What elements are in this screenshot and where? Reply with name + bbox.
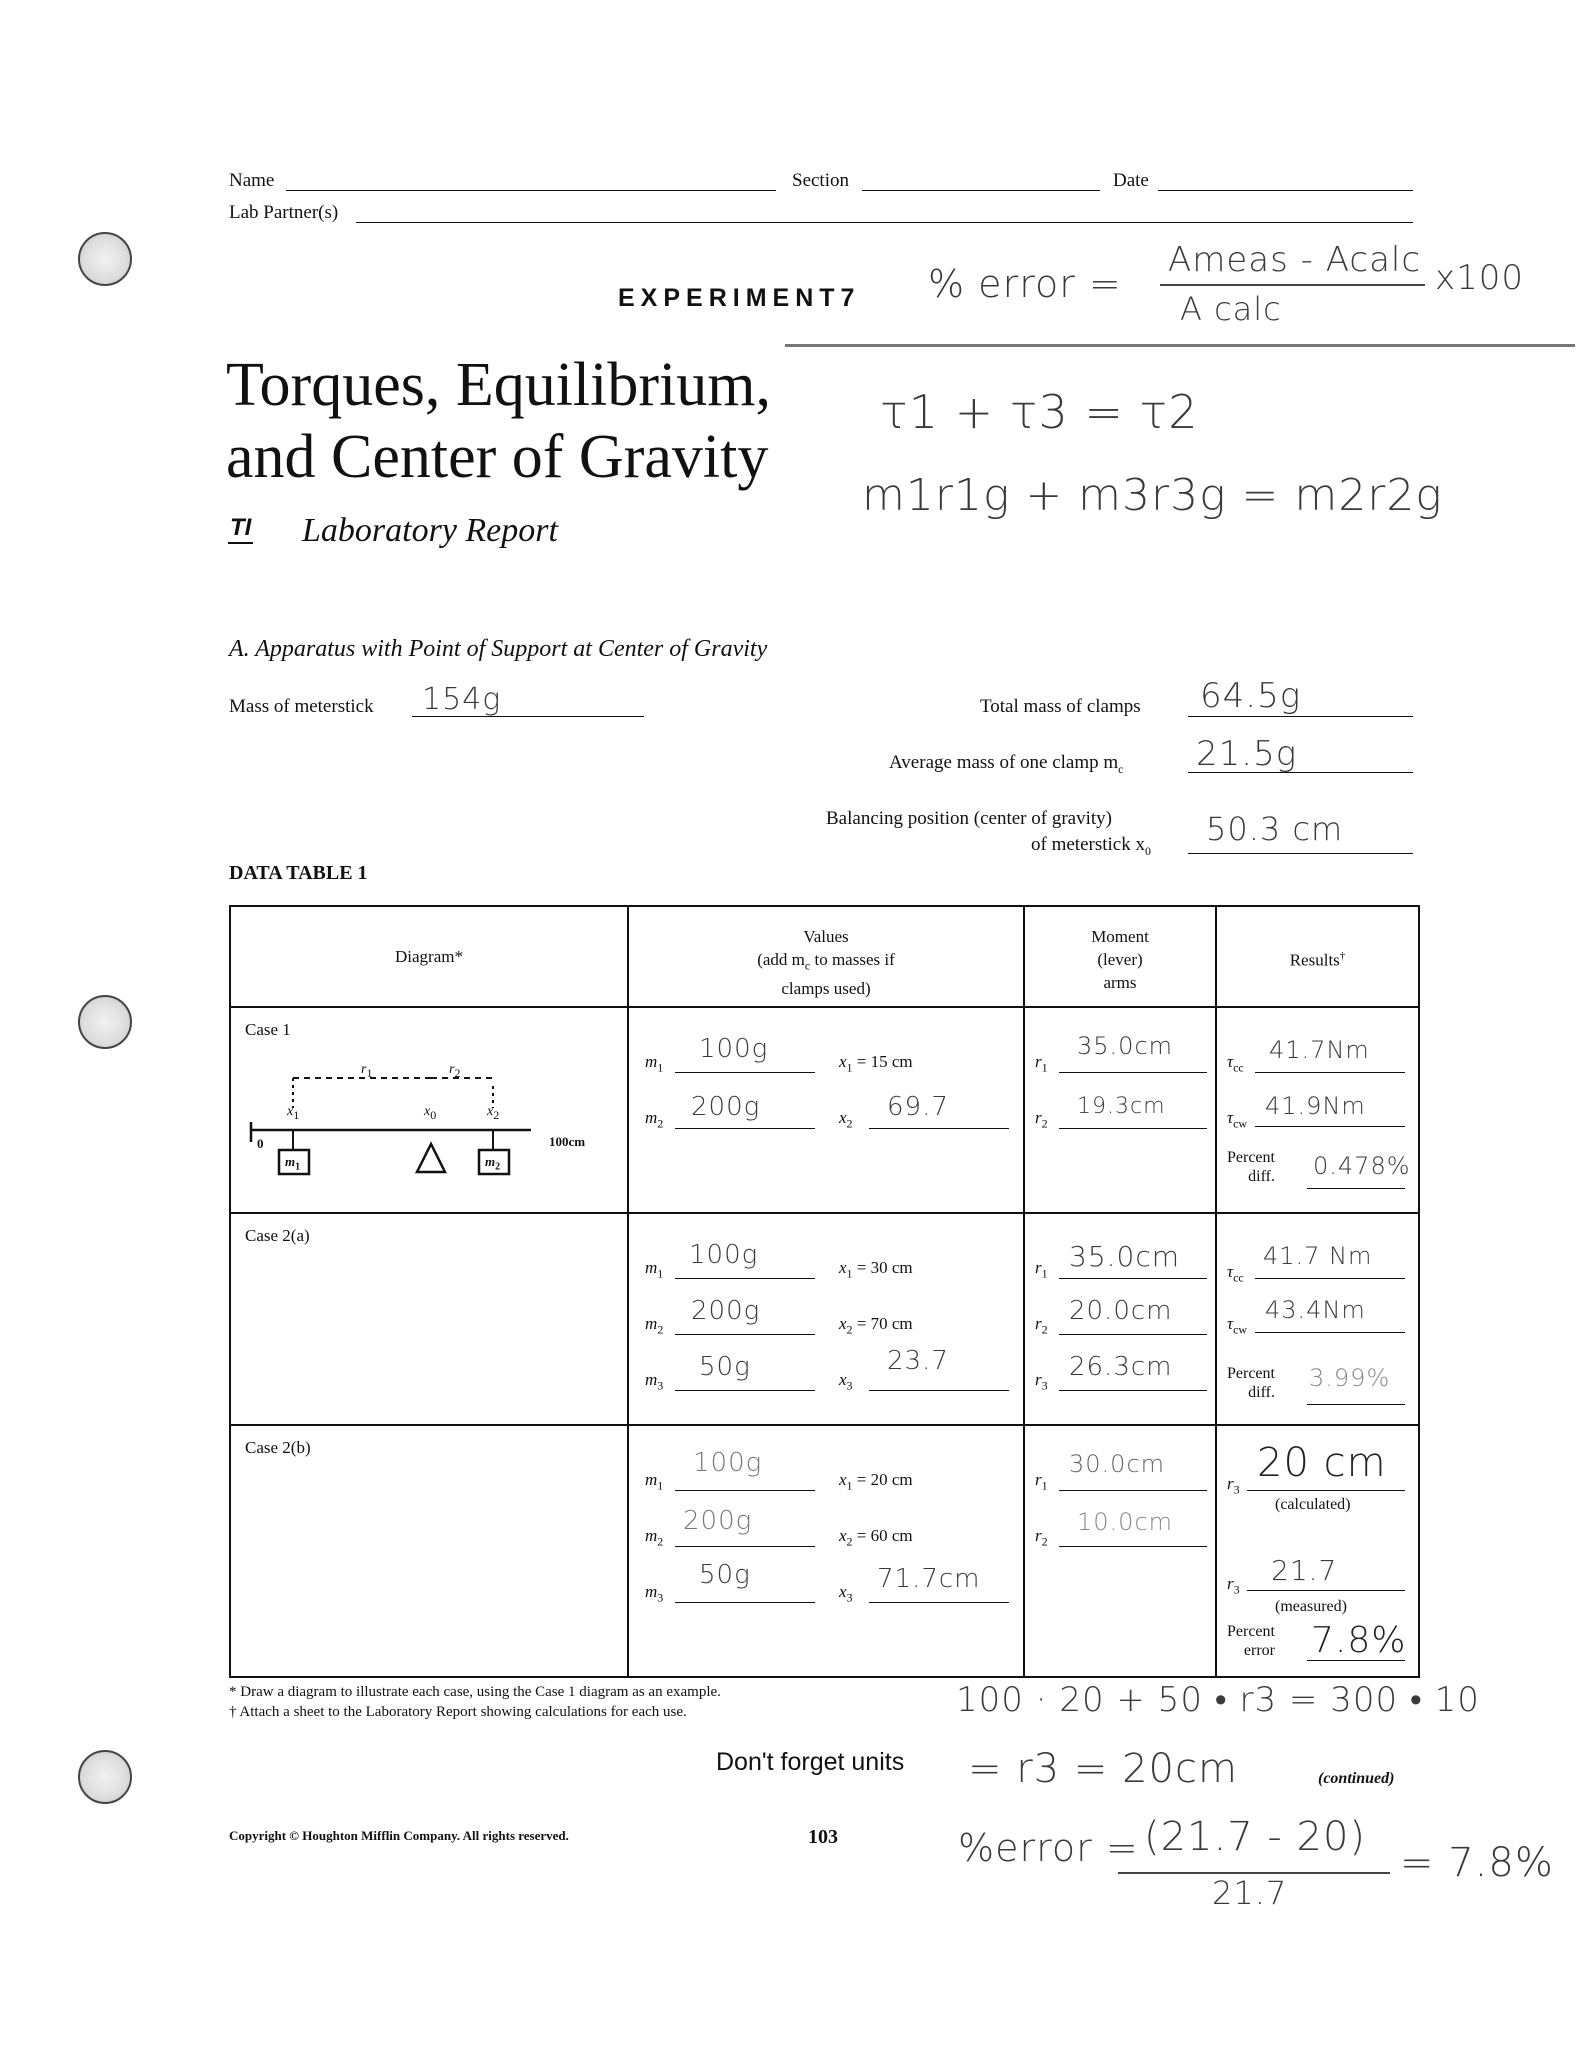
diagram-x2-sub: 2	[493, 1107, 500, 1122]
header-values-2b-text: to masses if	[810, 950, 895, 969]
section-a-letter: A.	[229, 636, 250, 662]
case1-m2-value: 200g	[691, 1092, 761, 1122]
case1-x2-field[interactable]	[869, 1128, 1009, 1129]
date-field[interactable]	[1158, 190, 1413, 191]
page-number: 103	[808, 1826, 838, 1848]
section-a-title: Apparatus with Point of Support at Center of Gravity	[255, 636, 768, 662]
case1-r1-label: $r_1$	[1035, 1052, 1048, 1075]
case2b-m2-value: 200g	[683, 1506, 753, 1536]
case2b-m1-field[interactable]	[675, 1490, 815, 1491]
lab-partners-label: Lab Partner(s)	[229, 202, 339, 223]
mass-meterstick-value: 154g	[422, 682, 502, 717]
diagram-m1-label	[285, 1154, 300, 1173]
case2a-label: Case 2(a)	[245, 1226, 310, 1245]
case1-tau-cc-field[interactable]	[1255, 1072, 1405, 1073]
case2a-tau-cw-value: 43.4Nm	[1265, 1296, 1366, 1324]
header-values-2	[629, 948, 1023, 977]
diagram-r2-label	[449, 1062, 460, 1081]
case2b-calculated-label: (calculated)	[1275, 1496, 1351, 1513]
case2a-m2-label: $m_2$	[645, 1314, 664, 1337]
diagram-x0-sub: 0	[430, 1107, 437, 1122]
case2b-r3-meas-field[interactable]	[1247, 1590, 1405, 1591]
diagram-m1-sub: 1	[295, 1161, 301, 1173]
diagram-x2-text: x	[487, 1104, 494, 1119]
header-values-2-sub: c	[804, 958, 811, 973]
case2a-x1: $x_1 = 30$ cm	[839, 1258, 913, 1281]
case1-percent-diff-value: 0.478%	[1313, 1152, 1411, 1180]
case2a-r2-value: 20.0cm	[1069, 1296, 1173, 1326]
case2b-r3-calc-label: $r_3$	[1227, 1474, 1240, 1497]
total-mass-clamps-label: Total mass of clamps	[980, 696, 1141, 717]
lab-report-subtitle: Laboratory Report	[302, 512, 558, 549]
binder-hole-bottom	[78, 1750, 132, 1804]
case1-tau-cc-label: $\tau_{cc}$	[1227, 1052, 1244, 1075]
case2a-x2-value: = 70 cm	[856, 1314, 913, 1333]
case2a-x3-label: $x_3$	[839, 1370, 853, 1393]
header-diagram-cell	[230, 906, 628, 1007]
header-results-mark: †	[1339, 950, 1346, 962]
case2b-x3-label: $x_3$	[839, 1582, 853, 1605]
header-values-2-text: (add m	[757, 950, 805, 969]
case2b-diagram-cell	[230, 1425, 628, 1677]
balancing-label-2-text: of meterstick x	[1031, 834, 1145, 855]
hw-error-num: (21.7 - 20)	[1144, 1814, 1367, 1860]
header-results-text: Results	[1289, 950, 1340, 970]
case2a-r3-value: 26.3cm	[1069, 1352, 1173, 1382]
case2b-r1-field[interactable]	[1059, 1490, 1207, 1491]
avg-mass-clamp-text: Average mass of one clamp m	[889, 752, 1119, 773]
case2a-x1-value: = 30 cm	[856, 1258, 913, 1277]
header-moment-1: Moment	[1091, 927, 1149, 946]
case1-percent-diff-label-2: diff.	[1248, 1168, 1275, 1185]
case1-percent-diff-label-1: Percent	[1227, 1149, 1275, 1166]
title-line-1: Torques, Equilibrium,	[226, 351, 771, 419]
case2b-r2-value: 10.0cm	[1077, 1508, 1174, 1536]
case2a-r1-label: $r_1$	[1035, 1258, 1048, 1281]
date-label: Date	[1113, 170, 1149, 191]
case2a-tau-cc-value: 41.7 Nm	[1263, 1242, 1373, 1270]
case2b-x1-value: = 20 cm	[856, 1470, 913, 1489]
case2a-r3-label: $r_3$	[1035, 1370, 1048, 1393]
case1-diagram-cell	[230, 1007, 628, 1213]
hw-underline-stroke	[785, 344, 1575, 347]
case2b-x3-value: 71.7cm	[877, 1564, 981, 1594]
diagram-zero-label: 0	[257, 1136, 264, 1151]
case2a-percent-diff-label	[1227, 1364, 1275, 1402]
header-values-3: clamps used)	[781, 979, 871, 999]
binder-hole-middle	[78, 995, 132, 1049]
diagram-x0-text: x	[424, 1104, 431, 1119]
case2a-x3-field[interactable]	[869, 1390, 1009, 1391]
diagram-x0-label	[424, 1104, 436, 1123]
case1-diagram	[231, 1048, 627, 1198]
hw-percent-error-label: % error =	[928, 262, 1122, 306]
hw-error-lhs: %error =	[958, 1826, 1139, 1870]
case1-r2-label: $r_2$	[1035, 1108, 1048, 1131]
case2a-tau-cc-field[interactable]	[1255, 1278, 1405, 1279]
case1-percent-diff-label	[1227, 1148, 1275, 1186]
experiment-label: EXPERIMENT7	[618, 284, 861, 312]
hw-error-den: 21.7	[1212, 1874, 1288, 1912]
hw-times-100: x100	[1435, 258, 1525, 298]
hw-mass-equation: m1r1g + m3r3g = m2r2g	[862, 470, 1443, 521]
binder-hole-top	[78, 232, 132, 286]
case2b-r3-calc-value: 20 cm	[1257, 1440, 1387, 1486]
case1-percent-diff-field[interactable]	[1307, 1188, 1405, 1189]
data-table-title: DATA TABLE 1	[229, 862, 368, 884]
diagram-m2-label	[485, 1154, 500, 1173]
hw-error-denominator: A calc	[1180, 290, 1282, 328]
case2a-r1-value: 35.0cm	[1069, 1240, 1181, 1273]
copyright: Copyright © Houghton Mifflin Company. All rights reserved.	[229, 1828, 569, 1843]
diagram-x1-sub: 1	[293, 1107, 300, 1122]
balancing-sub: 0	[1144, 843, 1151, 858]
case2b-moment-cell	[1024, 1425, 1216, 1677]
case1-values-cell	[628, 1007, 1024, 1213]
case2b-m3-label: $m_3$	[645, 1582, 664, 1605]
case2a-tau-cw-field[interactable]	[1255, 1332, 1405, 1333]
case2a-r1-field[interactable]	[1059, 1278, 1207, 1279]
case1-r1-field[interactable]	[1059, 1072, 1207, 1073]
case2a-m3-field[interactable]	[675, 1390, 815, 1391]
hw-calc-line-1: 100 · 20 + 50 • r3 = 300 • 10	[956, 1680, 1480, 1720]
case1-tau-cw-label: $\tau_{cw}$	[1227, 1108, 1248, 1131]
ti-icon	[228, 514, 253, 544]
hw-fraction-bar	[1160, 284, 1425, 286]
case2a-results-cell	[1216, 1213, 1419, 1425]
avg-mass-clamp-label	[889, 752, 1123, 777]
diagram-fulcrum	[417, 1144, 445, 1172]
case2a-tau-cw-label: $\tau_{cw}$	[1227, 1314, 1248, 1337]
case2a-m2-field[interactable]	[675, 1334, 815, 1335]
diagram-r2-text: r	[449, 1062, 455, 1077]
section-label: Section	[792, 170, 849, 191]
case2a-r3-field[interactable]	[1059, 1390, 1207, 1391]
section-field[interactable]	[862, 190, 1100, 191]
diagram-x2-label	[487, 1104, 499, 1123]
section-a-heading	[229, 636, 767, 663]
case2a-percent-diff-value: 3.99%	[1309, 1364, 1391, 1392]
header-moment-3: arms	[1103, 973, 1137, 992]
case1-results-cell	[1216, 1007, 1419, 1213]
balancing-label-1: Balancing position (center of gravity)	[826, 808, 1112, 829]
case2b-percent-error-label	[1227, 1622, 1275, 1660]
case2a-m1-value: 100g	[689, 1240, 759, 1270]
balancing-label-2	[1031, 834, 1151, 859]
avg-mass-clamp-sub: c	[1118, 761, 1124, 776]
case2b-m2-field[interactable]	[675, 1546, 815, 1547]
title-line-2: and Center of Gravity	[226, 423, 769, 491]
case2a-percent-diff-field[interactable]	[1307, 1404, 1405, 1405]
hw-error-result: = 7.8%	[1400, 1840, 1554, 1886]
header-values-cell	[628, 906, 1024, 1007]
total-mass-clamps-field[interactable]	[1188, 716, 1413, 717]
case2b-x1: $x_1 = 20$ cm	[839, 1470, 913, 1493]
header-results-cell	[1216, 906, 1419, 1007]
diagram-x1-label	[287, 1104, 299, 1123]
diagram-m2-sub: 2	[495, 1161, 501, 1173]
case1-moment-cell	[1024, 1007, 1216, 1213]
footnote-1: * Draw a diagram to illustrate each case, using the Case 1 diagram as an example.	[229, 1684, 721, 1700]
case2a-m1-field[interactable]	[675, 1278, 815, 1279]
case1-x2-label: $x_2$	[839, 1108, 853, 1131]
case1-tau-cc-value: 41.7Nm	[1269, 1036, 1370, 1064]
case2a-m3-label: $m_3$	[645, 1370, 664, 1393]
case2b-percent-error-label-1: Percent	[1227, 1623, 1275, 1640]
case1-m1-value: 100g	[699, 1034, 769, 1064]
case2b-r3-calc-field[interactable]	[1247, 1490, 1405, 1491]
case2b-x2-value: = 60 cm	[856, 1526, 913, 1545]
diagram-x1-text: x	[287, 1104, 294, 1119]
diagram-end-label: 100cm	[549, 1134, 586, 1149]
hw-torque-equation: τ1 + τ3 = τ2	[880, 385, 1199, 439]
continued-label: (continued)	[1318, 1770, 1395, 1787]
case1-tau-cw-field[interactable]	[1255, 1126, 1405, 1127]
case1-m2-label: $m_2$	[645, 1108, 664, 1131]
header-moment-cell	[1024, 906, 1216, 1007]
diagram-r2-sub: 2	[454, 1065, 461, 1080]
ti-icon-text: TI	[230, 514, 252, 541]
case1-tau-cw-value: 41.9Nm	[1265, 1092, 1366, 1120]
case2b-r3-meas-value: 21.7	[1271, 1554, 1338, 1587]
case2a-m2-value: 200g	[691, 1296, 761, 1326]
header-diagram: Diagram*	[395, 947, 463, 966]
diagram-r1-sub: 1	[366, 1065, 373, 1080]
case1-m1-field[interactable]	[675, 1072, 815, 1073]
diagram-r1-label	[361, 1062, 372, 1081]
case2b-r1-value: 30.0cm	[1069, 1450, 1166, 1478]
lab-partners-field[interactable]	[356, 222, 1413, 223]
total-mass-clamps-value: 64.5g	[1200, 676, 1302, 716]
case2a-values-cell	[628, 1213, 1024, 1425]
case2a-r2-label: $r_2$	[1035, 1314, 1048, 1337]
case2b-x3-field[interactable]	[869, 1602, 1009, 1603]
case2a-diagram-cell	[230, 1213, 628, 1425]
case1-x1-value: = 15 cm	[856, 1052, 913, 1071]
balancing-field[interactable]	[1188, 853, 1413, 854]
case2a-tau-cc-label: $\tau_{cc}$	[1227, 1262, 1244, 1285]
case2b-m3-field[interactable]	[675, 1602, 815, 1603]
case2a-x3-value: 23.7	[887, 1346, 949, 1376]
balancing-value: 50.3 cm	[1206, 810, 1344, 848]
diagram-m2-text: m	[485, 1154, 496, 1169]
case2a-m1-label: $m_1$	[645, 1258, 664, 1281]
case2a-m3-value: 50g	[699, 1352, 751, 1382]
case2b-m1-value: 100g	[693, 1448, 763, 1478]
header-results	[1217, 945, 1418, 972]
hw-calc-line-2: = r3 = 20cm	[968, 1746, 1238, 1792]
case2b-label: Case 2(b)	[245, 1438, 311, 1457]
case2b-r2-field[interactable]	[1059, 1546, 1207, 1547]
case1-x2-value: 69.7	[887, 1092, 949, 1122]
case2b-r3-meas-label: $r_3$	[1227, 1574, 1240, 1597]
diagram-m1-text: m	[285, 1154, 296, 1169]
case2a-r2-field[interactable]	[1059, 1334, 1207, 1335]
name-field[interactable]	[286, 190, 776, 191]
hw-error-numerator: Ameas - Acalc	[1168, 240, 1422, 280]
case2b-r1-label: $r_1$	[1035, 1470, 1048, 1493]
case1-r1-value: 35.0cm	[1077, 1032, 1174, 1060]
case2b-percent-error-value: 7.8%	[1311, 1620, 1407, 1661]
footnote-2: † Attach a sheet to the Laboratory Report showing calculations for each use.	[229, 1704, 687, 1720]
case2b-measured-label: (measured)	[1275, 1598, 1347, 1615]
name-label: Name	[229, 170, 275, 191]
case2b-percent-error-label-2: error	[1243, 1642, 1275, 1659]
case2b-m2-label: $m_2$	[645, 1526, 664, 1549]
case2b-m1-label: $m_1$	[645, 1470, 664, 1493]
case2b-x2: $x_2 = 60$ cm	[839, 1526, 913, 1549]
case2b-results-cell	[1216, 1425, 1419, 1677]
case2a-x2: $x_2 = 70$ cm	[839, 1314, 913, 1337]
mass-meterstick-label: Mass of meterstick	[229, 696, 374, 717]
case1-r2-value: 19.3cm	[1077, 1094, 1166, 1119]
case1-m2-field[interactable]	[675, 1128, 815, 1129]
data-table	[229, 905, 1420, 1678]
case1-x1: $x_1 = 15$ cm	[839, 1052, 913, 1075]
case2a-percent-diff-label-2: diff.	[1248, 1384, 1275, 1401]
case2b-r2-label: $r_2$	[1035, 1526, 1048, 1549]
case2b-m3-value: 50g	[699, 1560, 751, 1590]
case1-r2-field[interactable]	[1059, 1128, 1207, 1129]
dont-forget-units: Don't forget units	[716, 1748, 905, 1776]
case2b-values-cell	[628, 1425, 1024, 1677]
case2a-moment-cell	[1024, 1213, 1216, 1425]
diagram-r1-text: r	[361, 1062, 367, 1077]
case1-m1-label: $m_1$	[645, 1052, 664, 1075]
header-moment-2: (lever)	[1097, 950, 1143, 969]
avg-mass-clamp-value: 21.5g	[1196, 734, 1298, 774]
case2a-percent-diff-label-1: Percent	[1227, 1365, 1275, 1382]
header-values-1: Values	[803, 927, 849, 946]
case1-label: Case 1	[245, 1020, 291, 1039]
